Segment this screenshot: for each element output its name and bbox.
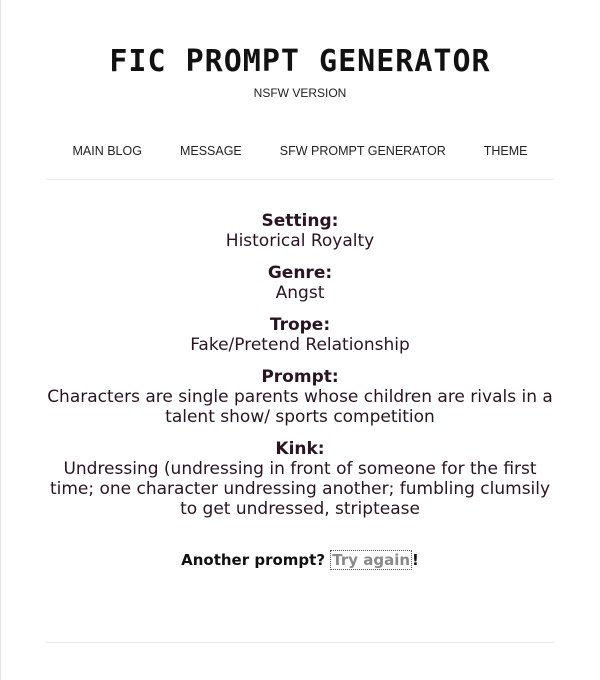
genre-label: Genre: — [267, 263, 333, 283]
trope-field — [40, 315, 560, 355]
prompt-value: Characters are single parents whose children are rivals in a talent show/ sports competition — [47, 387, 553, 427]
site-subtitle: NSFW VERSION — [253, 86, 347, 100]
trope-label: Trope: — [269, 315, 331, 335]
setting-label: Setting: — [261, 211, 339, 231]
nav-item-sfw-prompt-generator[interactable]: SFW PROMPT GENERATOR — [279, 144, 446, 158]
site-header — [0, 0, 600, 100]
try-again-link[interactable]: Try again — [332, 551, 411, 569]
page-left-border — [0, 0, 1, 680]
genre-value: Angst — [275, 283, 325, 303]
another-prompt-suffix: ! — [412, 551, 419, 569]
prompt-result — [40, 180, 560, 569]
another-prompt-line — [40, 551, 560, 569]
nav-item-main-blog[interactable]: MAIN BLOG — [72, 144, 142, 158]
prompt-label: Prompt: — [261, 367, 339, 387]
nav-item-theme[interactable]: THEME — [483, 144, 528, 158]
nav-item-message[interactable]: MESSAGE — [179, 144, 242, 158]
site-title[interactable]: FIC PROMPT GENERATOR — [109, 44, 491, 79]
top-navigation — [0, 143, 600, 159]
kink-field — [40, 439, 560, 519]
setting-value: Historical Royalty — [225, 231, 375, 251]
footer-divider — [46, 642, 554, 643]
prompt-field — [40, 367, 560, 427]
genre-field — [40, 263, 560, 303]
another-prompt-question: Another prompt? — [181, 551, 331, 569]
kink-label: Kink: — [275, 439, 325, 459]
trope-value: Fake/Pretend Relationship — [190, 335, 410, 355]
setting-field — [40, 211, 560, 251]
kink-value: Undressing (undressing in front of someone for the first time; one character undressing another; fumbling clumsily to get undressed, striptease — [49, 459, 551, 519]
